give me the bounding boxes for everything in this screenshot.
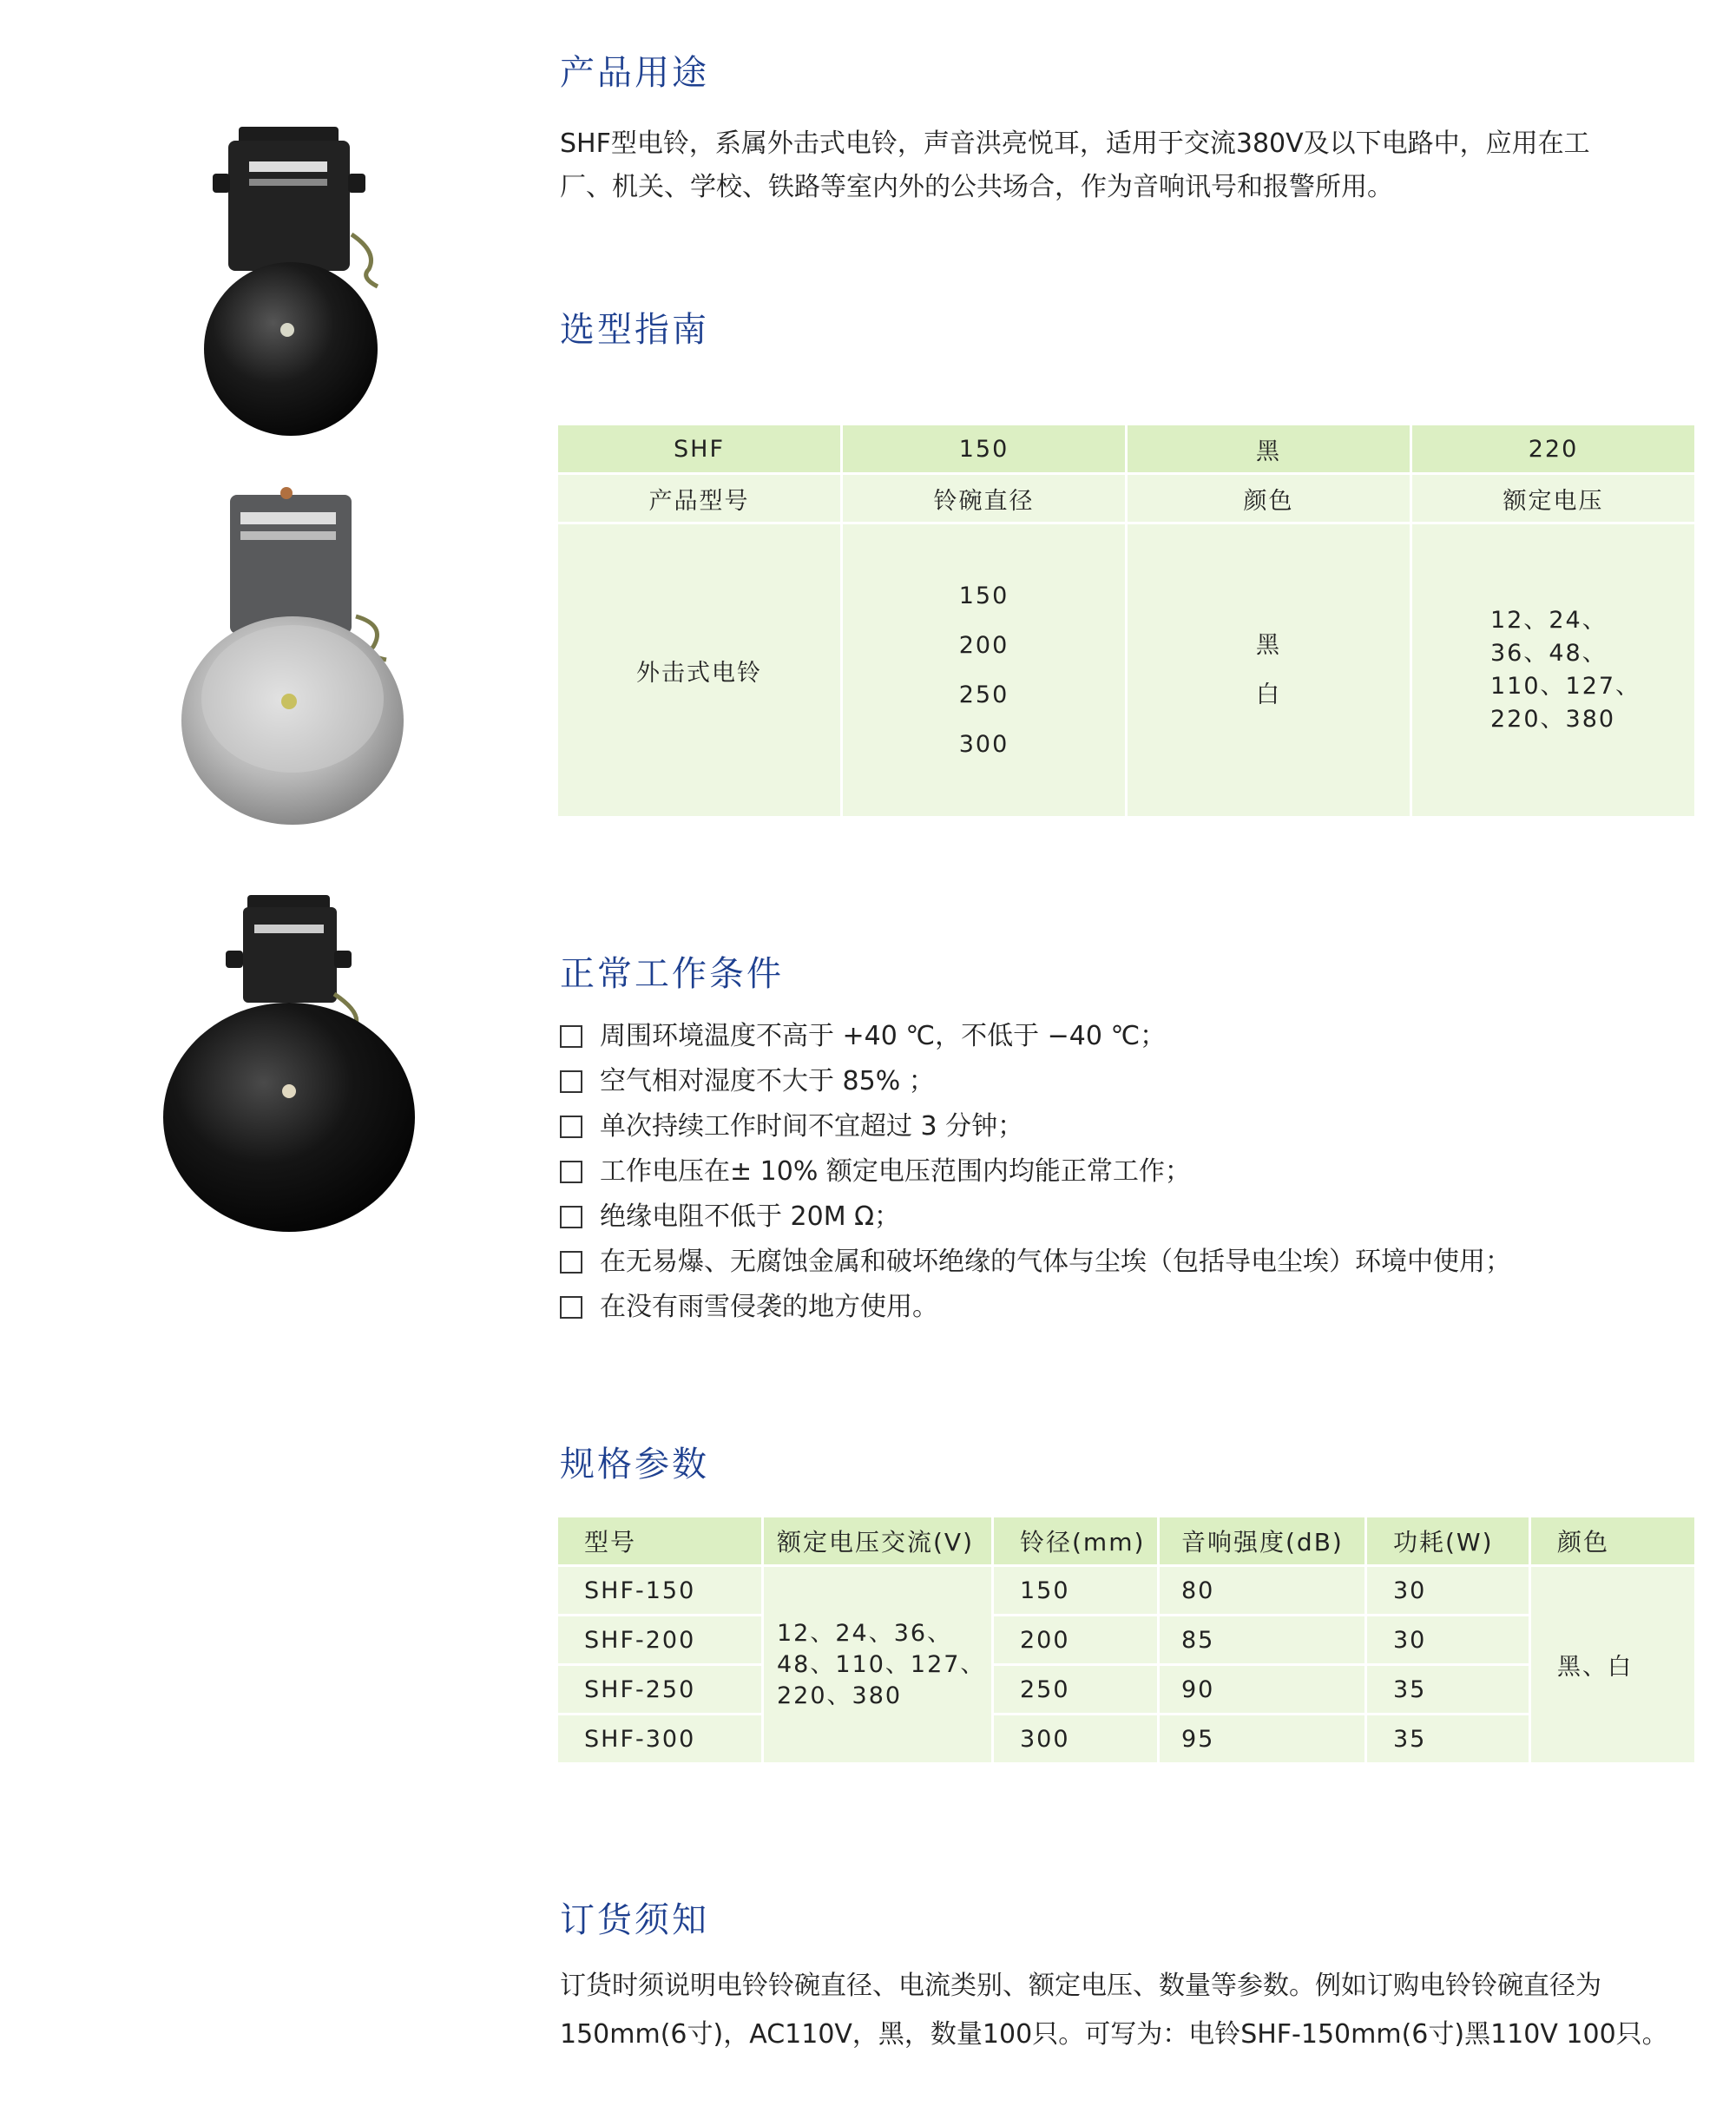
condition-item <box>560 1059 1688 1104</box>
cell-diameter: 300 <box>994 1715 1157 1762</box>
condition-text: 在没有雨雪侵袭的地方使用。 <box>600 1292 938 1322</box>
table-row <box>558 1715 1694 1762</box>
header-diameter: 铃径(mm) <box>994 1517 1157 1564</box>
checkbox-icon <box>560 1251 582 1274</box>
cell-db: 80 <box>1160 1567 1364 1614</box>
usage-text-line-2: 厂、机关、学校、铁路等室内外的公共场合，作为音响讯号和报警所用。 <box>560 172 1393 202</box>
order-text-line-2: 150mm(6寸)，AC110V，黑，数量100只。可写为：电铃SHF-150mm(6寸)黑110V 100只。 <box>560 2019 1668 2050</box>
selection-heading: 选型指南 <box>560 310 709 350</box>
selection-row-model <box>558 425 1694 472</box>
condition-item <box>560 1104 1688 1149</box>
voltage-line: 12、24、36、 <box>777 1619 953 1647</box>
header-sound: 音响强度(dB) <box>1160 1517 1364 1564</box>
checkbox-icon <box>560 1025 582 1048</box>
cell-voltage-merged <box>764 1567 991 1762</box>
selection-row-labels <box>558 475 1694 522</box>
diameter-option: 300 <box>958 731 1009 758</box>
cell-model-voltage: 220 <box>1412 425 1694 472</box>
selection-table <box>556 423 1697 819</box>
diameter-option: 200 <box>958 632 1009 659</box>
voltage-line: 36、48、 <box>1490 640 1608 667</box>
bell-image-silver <box>178 486 408 829</box>
cell-label-model: 产品型号 <box>558 475 840 522</box>
cell-power: 30 <box>1367 1616 1529 1663</box>
cell-label-color: 颜色 <box>1128 475 1410 522</box>
color-option: 白 <box>1256 681 1281 708</box>
color-option: 黑 <box>1256 632 1281 659</box>
cell-power: 35 <box>1367 1715 1529 1762</box>
condition-text: 在无易爆、无腐蚀金属和破坏绝缘的气体与尘埃（包括导电尘埃）环境中使用； <box>600 1247 1511 1277</box>
cell-voltage-options <box>1412 524 1694 816</box>
condition-text: 单次持续工作时间不宜超过 3 分钟； <box>600 1111 1024 1142</box>
cell-db: 85 <box>1160 1616 1364 1663</box>
cell-label-diameter: 铃碗直径 <box>843 475 1125 522</box>
checkbox-icon <box>560 1070 582 1093</box>
cell-power: 30 <box>1367 1567 1529 1614</box>
condition-item <box>560 1285 1688 1330</box>
cell-diameter: 150 <box>994 1567 1157 1614</box>
order-heading: 订货须知 <box>560 1900 709 1940</box>
voltage-line: 12、24、 <box>1490 607 1608 634</box>
bell-image-black-large <box>161 890 421 1237</box>
cell-label-voltage: 额定电压 <box>1412 475 1694 522</box>
cell-model: SHF-200 <box>558 1616 761 1663</box>
cell-model: SHF-150 <box>558 1567 761 1614</box>
usage-text-line-1: SHF型电铃，系属外击式电铃，声音洪亮悦耳，适用于交流380V及以下电路中，应用在工 <box>560 128 1590 159</box>
cell-model: SHF-250 <box>558 1666 761 1713</box>
checkbox-icon <box>560 1161 582 1183</box>
voltage-line: 48、110、127、 <box>777 1650 986 1678</box>
header-color: 颜色 <box>1531 1517 1694 1564</box>
voltage-line: 110、127、 <box>1490 673 1641 700</box>
order-text-line-1: 订货时须说明电铃铃碗直径、电流类别、额定电压、数量等参数。例如订购电铃铃碗直径为 <box>560 1971 1601 2001</box>
condition-item <box>560 1014 1688 1059</box>
bell-image-black-small <box>195 122 386 438</box>
table-row <box>558 1567 1694 1614</box>
condition-text: 空气相对湿度不大于 85% ； <box>600 1066 935 1096</box>
specs-heading: 规格参数 <box>560 1445 709 1484</box>
cell-diameter: 250 <box>994 1666 1157 1713</box>
specs-header-row <box>558 1517 1694 1564</box>
header-voltage: 额定电压交流(V) <box>764 1517 991 1564</box>
cell-model-code: SHF <box>558 425 840 472</box>
cell-model-diameter: 150 <box>843 425 1125 472</box>
cell-model-color: 黑 <box>1128 425 1410 472</box>
diameter-option: 250 <box>958 681 1009 708</box>
condition-text: 绝缘电阻不低于 20M Ω； <box>600 1201 901 1232</box>
condition-text: 工作电压在± 10% 额定电压范围内均能正常工作； <box>600 1156 1191 1187</box>
cell-db: 95 <box>1160 1715 1364 1762</box>
condition-item <box>560 1195 1688 1240</box>
conditions-heading: 正常工作条件 <box>560 954 784 994</box>
checkbox-icon <box>560 1296 582 1319</box>
cell-db: 90 <box>1160 1666 1364 1713</box>
table-row <box>558 1616 1694 1663</box>
diameter-option: 150 <box>958 583 1009 609</box>
condition-item <box>560 1240 1688 1285</box>
voltage-line: 220、380 <box>777 1682 903 1709</box>
cell-diameter: 200 <box>994 1616 1157 1663</box>
usage-heading: 产品用途 <box>560 53 709 93</box>
header-power: 功耗(W) <box>1367 1517 1529 1564</box>
specs-table <box>556 1515 1697 1765</box>
cell-diameter-options <box>843 524 1125 816</box>
condition-item <box>560 1149 1688 1195</box>
cell-type: 外击式电铃 <box>558 524 840 816</box>
condition-text: 周围环境温度不高于 +40 ℃，不低于 −40 ℃； <box>600 1021 1167 1051</box>
cell-model: SHF-300 <box>558 1715 761 1762</box>
table-row <box>558 1666 1694 1713</box>
conditions-list <box>560 1014 1688 1330</box>
header-model: 型号 <box>558 1517 761 1564</box>
checkbox-icon <box>560 1206 582 1228</box>
voltage-line: 220、380 <box>1490 706 1616 733</box>
cell-color-options <box>1128 524 1410 816</box>
checkbox-icon <box>560 1116 582 1138</box>
selection-row-options <box>558 524 1694 816</box>
cell-color-merged: 黑、白 <box>1531 1567 1694 1762</box>
cell-power: 35 <box>1367 1666 1529 1713</box>
